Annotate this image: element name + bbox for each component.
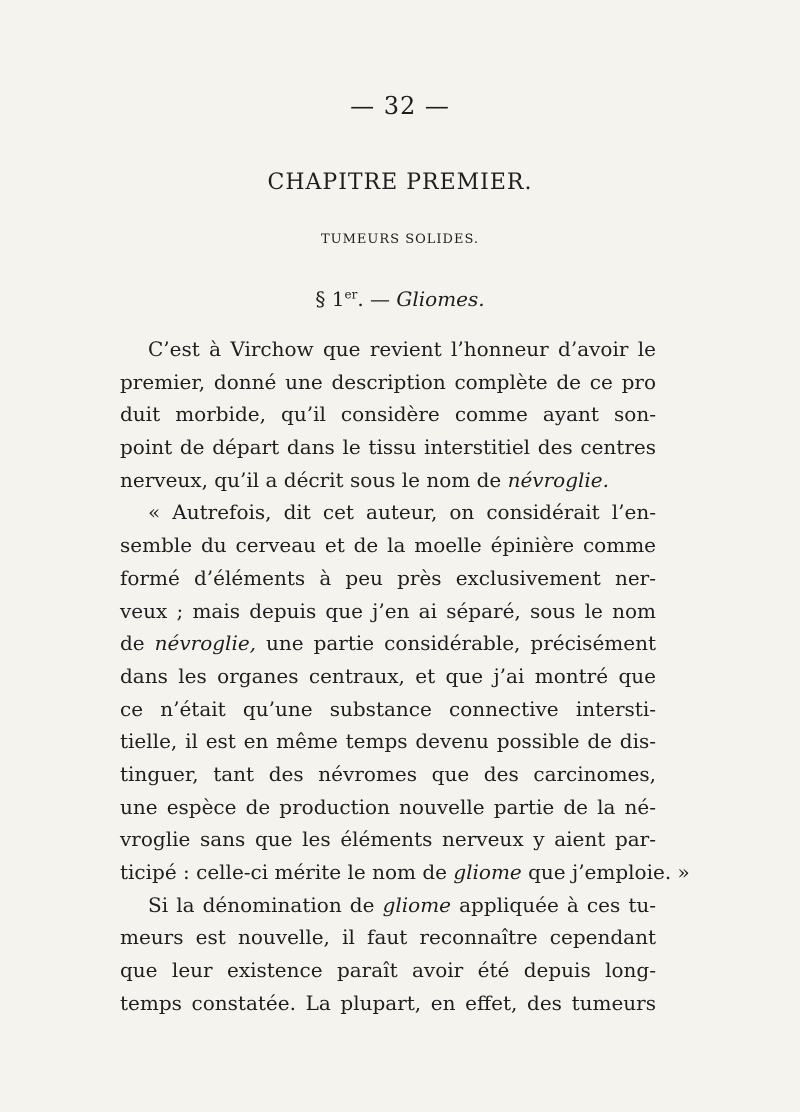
- text-line: duit morbide, qu’il considère comme ayant son-: [120, 402, 656, 427]
- text-line: premier, donné une description complète de ce pro: [120, 369, 656, 394]
- text-line: meurs est nouvelle, il faut reconnaître cependant: [120, 925, 656, 950]
- chapter-title: CHAPITRE PREMIER.: [267, 170, 533, 195]
- text-line: C’est à Virchow que revient l’honneur d’avoir le: [148, 337, 656, 361]
- section-title: Gliomes.: [396, 287, 485, 311]
- text-line: que leur existence paraît avoir été depuis long-: [120, 958, 656, 983]
- text-line: tielle, il est en même temps devenu possible de dis-: [120, 729, 656, 754]
- text-line: tinguer, tant des névromes que des carcinomes,: [120, 761, 656, 786]
- text-line: formé d’éléments à peu près exclusivement ner-: [120, 565, 656, 590]
- text-line: point de départ dans le tissu interstitiel des centres: [120, 435, 656, 460]
- text-line: nerveux, qu’il a décrit sous le nom de névroglie.: [120, 467, 609, 492]
- text-line: semble du cerveau et de la moelle épinière comme: [120, 533, 656, 558]
- text-line: temps constatée. La plupart, en effet, des tumeurs: [120, 990, 656, 1015]
- text-line: Si la dénomination de gliome appliquée à ces tu-: [148, 892, 656, 917]
- section-ordinal: er: [344, 287, 358, 302]
- text-line: dans les organes centraux, et que j’ai montré que: [120, 663, 656, 688]
- section-number: § 1: [315, 287, 345, 311]
- text-line: ticipé : celle-ci mérite le nom de gliome que j’emploie. »: [120, 860, 690, 884]
- text-line: de névroglie, une partie considérable, précisément: [120, 631, 657, 656]
- body-text: [120, 333, 690, 1019]
- text-line: une espèce de production nouvelle partie de la né-: [120, 794, 656, 819]
- section-subtitle: TUMEURS SOLIDES.: [320, 232, 480, 247]
- text-line: vroglie sans que les éléments nerveux y aient par-: [120, 827, 656, 852]
- text-line: « Autrefois, dit cet auteur, on considérait l’en-: [148, 500, 656, 525]
- section-dash: . —: [357, 287, 397, 311]
- text-line: veux ; mais depuis que j’en ai séparé, sous le nom: [120, 598, 656, 623]
- text-line: ce n’était qu’une substance connective intersti-: [120, 696, 656, 721]
- section-heading: [0, 287, 800, 311]
- page-number: — 32 —: [350, 92, 450, 120]
